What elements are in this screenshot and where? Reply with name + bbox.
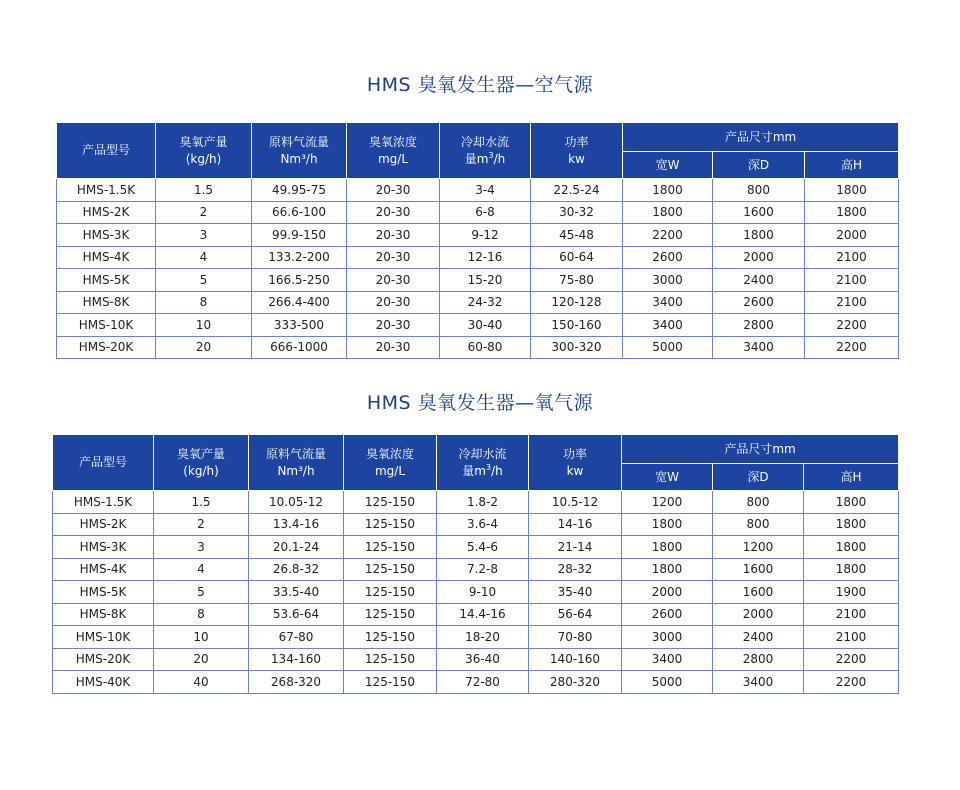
table-row [57, 246, 899, 269]
cell-concentration: 20-30 [347, 314, 440, 337]
cell-model: HMS-5K [53, 581, 154, 604]
oxygen-source-spec-table [52, 434, 899, 694]
table-row [57, 336, 899, 359]
cell-cooling-water-flow: 7.2-8 [437, 558, 529, 581]
cell-feed-gas-flow: 99.9-150 [252, 224, 347, 247]
header-power: 功率 kw [529, 435, 622, 491]
header-ozone-concentration: 臭氧浓度 mg/L [347, 123, 440, 179]
cell-ozone-output: 40 [154, 671, 249, 694]
cell-model: HMS-4K [53, 558, 154, 581]
table-row [57, 179, 899, 202]
cell-height: 2200 [805, 336, 899, 359]
cell-concentration: 125-150 [344, 513, 437, 536]
cell-feed-gas-flow: 13.4-16 [249, 513, 344, 536]
table-row [53, 536, 899, 559]
cell-cooling-water-flow: 9-12 [440, 224, 531, 247]
cell-ozone-output: 1.5 [154, 491, 249, 514]
cell-concentration: 20-30 [347, 336, 440, 359]
table-row [57, 201, 899, 224]
cell-height: 2200 [804, 671, 899, 694]
table-row [53, 671, 899, 694]
table-header [57, 123, 899, 179]
cell-cooling-water-flow: 24-32 [440, 291, 531, 314]
cell-height: 2200 [805, 314, 899, 337]
cell-depth: 2800 [713, 314, 805, 337]
cell-depth: 2400 [713, 626, 804, 649]
cell-power: 70-80 [529, 626, 622, 649]
cell-concentration: 20-30 [347, 179, 440, 202]
cell-width: 5000 [622, 671, 713, 694]
table-row [53, 491, 899, 514]
cell-ozone-output: 2 [154, 513, 249, 536]
cell-depth: 3400 [713, 336, 805, 359]
cell-width: 1800 [623, 201, 713, 224]
cell-feed-gas-flow: 333-500 [252, 314, 347, 337]
cell-concentration: 125-150 [344, 648, 437, 671]
cell-power: 150-160 [531, 314, 623, 337]
cell-model: HMS-3K [57, 224, 156, 247]
cell-depth: 1600 [713, 558, 804, 581]
cell-model: HMS-40K [53, 671, 154, 694]
cell-feed-gas-flow: 268-320 [249, 671, 344, 694]
cell-power: 120-128 [531, 291, 623, 314]
cell-cooling-water-flow: 1.8-2 [437, 491, 529, 514]
cell-feed-gas-flow: 133.2-200 [252, 246, 347, 269]
cell-depth: 2800 [713, 648, 804, 671]
header-model: 产品型号 [53, 435, 154, 491]
cell-depth: 800 [713, 491, 804, 514]
cell-concentration: 125-150 [344, 491, 437, 514]
cell-cooling-water-flow: 18-20 [437, 626, 529, 649]
cell-depth: 2000 [713, 603, 804, 626]
header-width: 宽W [622, 464, 713, 491]
table-row [53, 558, 899, 581]
cell-concentration: 125-150 [344, 536, 437, 559]
cell-concentration: 125-150 [344, 626, 437, 649]
cell-ozone-output: 8 [154, 603, 249, 626]
cell-power: 56-64 [529, 603, 622, 626]
cell-power: 10.5-12 [529, 491, 622, 514]
cell-power: 300-320 [531, 336, 623, 359]
cell-width: 1800 [622, 513, 713, 536]
cell-width: 1800 [622, 558, 713, 581]
cell-power: 45-48 [531, 224, 623, 247]
cell-cooling-water-flow: 5.4-6 [437, 536, 529, 559]
header-power: 功率 kw [531, 123, 623, 179]
header-feed-gas-flow: 原料气流量 Nm³/h [249, 435, 344, 491]
cell-width: 1200 [622, 491, 713, 514]
cell-model: HMS-5K [57, 269, 156, 292]
header-height: 高H [804, 464, 899, 491]
cell-cooling-water-flow: 60-80 [440, 336, 531, 359]
cell-cooling-water-flow: 6-8 [440, 201, 531, 224]
cell-power: 60-64 [531, 246, 623, 269]
cell-feed-gas-flow: 10.05-12 [249, 491, 344, 514]
cell-feed-gas-flow: 26.8-32 [249, 558, 344, 581]
cell-width: 1800 [622, 536, 713, 559]
cell-width: 3000 [622, 626, 713, 649]
cell-feed-gas-flow: 266.4-400 [252, 291, 347, 314]
cell-ozone-output: 4 [154, 558, 249, 581]
cell-feed-gas-flow: 49.95-75 [252, 179, 347, 202]
table-row [53, 603, 899, 626]
cell-model: HMS-1.5K [53, 491, 154, 514]
header-ozone-output: 臭氧产量 (kg/h) [156, 123, 252, 179]
cell-width: 1800 [623, 179, 713, 202]
cell-model: HMS-2K [53, 513, 154, 536]
header-cooling-water-flow: 冷却水流 量$m^3/h$ [437, 435, 529, 491]
cell-ozone-output: 10 [156, 314, 252, 337]
cell-ozone-output: 1.5 [156, 179, 252, 202]
cell-model: HMS-3K [53, 536, 154, 559]
header-depth: 深D [713, 152, 805, 179]
table-row [53, 648, 899, 671]
cell-width: 2000 [622, 581, 713, 604]
cell-power: 21-14 [529, 536, 622, 559]
table-row [57, 269, 899, 292]
cell-width: 3000 [623, 269, 713, 292]
cell-width: 3400 [623, 291, 713, 314]
cell-concentration: 20-30 [347, 246, 440, 269]
cell-depth: 1600 [713, 581, 804, 604]
cell-ozone-output: 5 [154, 581, 249, 604]
cell-model: HMS-10K [53, 626, 154, 649]
cell-ozone-output: 10 [154, 626, 249, 649]
cell-power: 22.5-24 [531, 179, 623, 202]
header-model: 产品型号 [57, 123, 156, 179]
cell-cooling-water-flow: 12-16 [440, 246, 531, 269]
cell-cooling-water-flow: 3-4 [440, 179, 531, 202]
table-row [57, 291, 899, 314]
cell-depth: 2000 [713, 246, 805, 269]
cell-depth: 800 [713, 179, 805, 202]
cell-height: 2100 [805, 269, 899, 292]
cell-concentration: 20-30 [347, 201, 440, 224]
cell-height: 2100 [804, 626, 899, 649]
cell-height: 1800 [804, 536, 899, 559]
header-feed-gas-flow: 原料气流量 Nm³/h [252, 123, 347, 179]
cell-height: 2100 [804, 603, 899, 626]
cell-width: 3400 [623, 314, 713, 337]
cell-height: 2200 [804, 648, 899, 671]
cell-model: HMS-1.5K [57, 179, 156, 202]
cell-width: 2600 [622, 603, 713, 626]
cell-model: HMS-10K [57, 314, 156, 337]
cell-power: 35-40 [529, 581, 622, 604]
cell-depth: 1800 [713, 224, 805, 247]
cell-depth: 800 [713, 513, 804, 536]
cell-feed-gas-flow: 20.1-24 [249, 536, 344, 559]
cell-height: 1800 [804, 558, 899, 581]
cell-concentration: 125-150 [344, 603, 437, 626]
header-product-size: 产品尺寸mm [622, 435, 899, 464]
cell-height: 1800 [804, 491, 899, 514]
cell-concentration: 20-30 [347, 224, 440, 247]
cell-depth: 1200 [713, 536, 804, 559]
header-width: 宽W [623, 152, 713, 179]
table-row [57, 224, 899, 247]
cell-model: HMS-20K [57, 336, 156, 359]
cell-height: 2100 [805, 291, 899, 314]
cell-height: 2000 [805, 224, 899, 247]
cell-width: 2600 [623, 246, 713, 269]
cell-ozone-output: 20 [154, 648, 249, 671]
cell-feed-gas-flow: 53.6-64 [249, 603, 344, 626]
cell-ozone-output: 8 [156, 291, 252, 314]
cell-power: 14-16 [529, 513, 622, 536]
cell-depth: 2400 [713, 269, 805, 292]
header-cooling-water-flow: 冷却水流 量$m^3/h$ [440, 123, 531, 179]
header-ozone-output: 臭氧产量 (kg/h) [154, 435, 249, 491]
header-height: 高H [805, 152, 899, 179]
cell-cooling-water-flow: 72-80 [437, 671, 529, 694]
table-row [53, 581, 899, 604]
cell-power: 28-32 [529, 558, 622, 581]
cell-cooling-water-flow: 3.6-4 [437, 513, 529, 536]
cell-depth: 2600 [713, 291, 805, 314]
cell-cooling-water-flow: 14.4-16 [437, 603, 529, 626]
cell-height: 1900 [804, 581, 899, 604]
cell-height: 1800 [805, 201, 899, 224]
header-product-size: 产品尺寸mm [623, 123, 899, 152]
cell-power: 75-80 [531, 269, 623, 292]
table-row [53, 626, 899, 649]
table-header [53, 435, 899, 491]
cell-width: 5000 [623, 336, 713, 359]
cell-ozone-output: 2 [156, 201, 252, 224]
cell-model: HMS-4K [57, 246, 156, 269]
air-source-title: HMS 臭氧发生器—空气源 [366, 74, 594, 96]
table-row [57, 314, 899, 337]
cell-ozone-output: 5 [156, 269, 252, 292]
cell-concentration: 125-150 [344, 581, 437, 604]
cell-model: HMS-20K [53, 648, 154, 671]
air-source-spec-table [56, 122, 899, 359]
cell-model: HMS-2K [57, 201, 156, 224]
cell-feed-gas-flow: 33.5-40 [249, 581, 344, 604]
oxygen-source-title: HMS 臭氧发生器—氧气源 [366, 392, 594, 414]
cell-feed-gas-flow: 67-80 [249, 626, 344, 649]
cell-cooling-water-flow: 9-10 [437, 581, 529, 604]
cell-width: 3400 [622, 648, 713, 671]
header-depth: 深D [713, 464, 804, 491]
cell-concentration: 125-150 [344, 671, 437, 694]
cell-model: HMS-8K [57, 291, 156, 314]
cell-cooling-water-flow: 15-20 [440, 269, 531, 292]
cell-power: 140-160 [529, 648, 622, 671]
cell-ozone-output: 3 [154, 536, 249, 559]
cell-concentration: 20-30 [347, 291, 440, 314]
cell-height: 1800 [805, 179, 899, 202]
cell-power: 30-32 [531, 201, 623, 224]
cell-ozone-output: 4 [156, 246, 252, 269]
cell-feed-gas-flow: 166.5-250 [252, 269, 347, 292]
cell-feed-gas-flow: 66.6-100 [252, 201, 347, 224]
cell-width: 2200 [623, 224, 713, 247]
header-ozone-concentration: 臭氧浓度 mg/L [344, 435, 437, 491]
cell-depth: 3400 [713, 671, 804, 694]
table-row [53, 513, 899, 536]
cell-model: HMS-8K [53, 603, 154, 626]
cell-cooling-water-flow: 30-40 [440, 314, 531, 337]
cell-feed-gas-flow: 666-1000 [252, 336, 347, 359]
cell-feed-gas-flow: 134-160 [249, 648, 344, 671]
cell-ozone-output: 3 [156, 224, 252, 247]
cell-height: 2100 [805, 246, 899, 269]
cell-height: 1800 [804, 513, 899, 536]
cell-concentration: 125-150 [344, 558, 437, 581]
cell-power: 280-320 [529, 671, 622, 694]
cell-cooling-water-flow: 36-40 [437, 648, 529, 671]
cell-depth: 1600 [713, 201, 805, 224]
cell-ozone-output: 20 [156, 336, 252, 359]
cell-concentration: 20-30 [347, 269, 440, 292]
